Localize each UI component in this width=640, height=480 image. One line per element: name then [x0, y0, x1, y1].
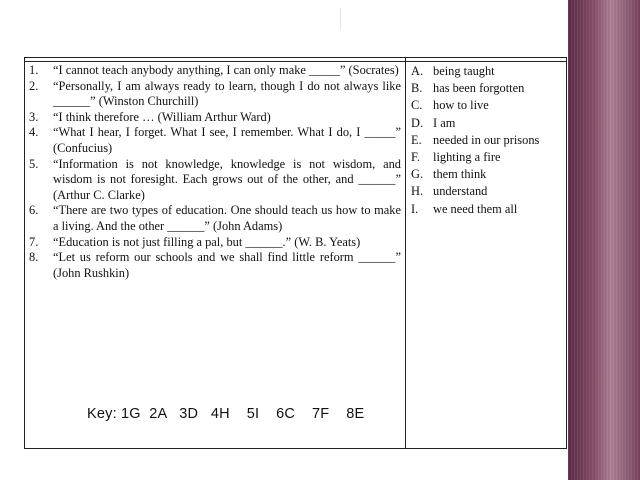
- option-text: understand: [433, 184, 488, 199]
- quote-text: “Personally, I am always ready to learn, though I do not always like ______” (Winston Churchill): [53, 78, 401, 109]
- column-divider: [405, 58, 406, 448]
- quotes-column: [29, 63, 401, 281]
- quote-item: [29, 157, 401, 204]
- quote-text: “Information is not knowledge, knowledge is not wisdom, and wisdom is not foresight. Each grows out of the other, and ______” (Arthur C. Clarke): [53, 156, 401, 202]
- quote-number: 4.: [29, 125, 39, 140]
- quote-number: 6.: [29, 203, 39, 218]
- option-item: [411, 63, 561, 80]
- option-letter: I.: [411, 201, 419, 216]
- quote-item: [29, 203, 401, 234]
- quote-text: “What I hear, I forget. What I see, I remember. What I do, I _____” (Confucius): [53, 125, 401, 155]
- option-item: [411, 115, 561, 132]
- option-item: [411, 80, 561, 97]
- option-item: [411, 149, 561, 166]
- decorative-sidebar: [568, 0, 640, 480]
- table-top-band: [25, 58, 566, 62]
- option-item: [411, 183, 561, 200]
- option-letter: A.: [411, 64, 424, 78]
- quote-text: “I cannot teach anybody anything, I can only make _____” (Socrates): [53, 63, 399, 77]
- option-text: I am: [433, 115, 456, 130]
- option-item: [411, 132, 561, 149]
- option-letter: C.: [411, 98, 423, 113]
- option-item: [411, 97, 561, 114]
- quote-number: 1.: [29, 63, 39, 77]
- quote-item: [29, 79, 401, 110]
- quote-number: 7.: [29, 234, 39, 249]
- option-item: [411, 166, 561, 183]
- answer-key: Key: 1G 2A 3D 4H 5I 6C 7F 8E: [87, 406, 365, 422]
- quote-number: 2.: [29, 78, 39, 93]
- option-letter: G.: [411, 167, 424, 182]
- option-letter: B.: [411, 81, 423, 96]
- option-text: them think: [433, 167, 487, 182]
- option-text: we need them all: [433, 201, 518, 216]
- quote-item: [29, 125, 401, 156]
- slide-title-remnant: [340, 8, 341, 30]
- quote-matching-table: [24, 57, 567, 449]
- option-text: has been forgotten: [433, 81, 525, 96]
- option-item: [411, 201, 561, 218]
- options-column: [411, 63, 561, 218]
- quote-item: [29, 110, 401, 126]
- quote-number: 8.: [29, 250, 39, 265]
- quote-text: “There are two types of education. One should teach us how to make a living. And the other ______” (John Adams): [53, 203, 401, 233]
- quote-text: “I think therefore … (William Arthur Ward): [53, 109, 271, 124]
- quote-item: [29, 63, 401, 79]
- quote-item: [29, 235, 401, 251]
- option-text: being taught: [433, 64, 495, 78]
- quote-number: 3.: [29, 109, 39, 124]
- option-letter: H.: [411, 184, 424, 199]
- option-letter: E.: [411, 132, 422, 147]
- quote-number: 5.: [29, 156, 39, 171]
- option-letter: D.: [411, 115, 424, 130]
- quote-item: [29, 250, 401, 281]
- option-text: needed in our prisons: [433, 132, 540, 147]
- option-text: lighting a fire: [433, 150, 501, 165]
- option-text: how to live: [433, 98, 489, 113]
- quote-text: “Let us reform our schools and we shall find little reform ______” (John Rushkin): [53, 250, 401, 280]
- quote-text: “Education is not just filling a pal, but ______.” (W. B. Yeats): [53, 234, 361, 249]
- option-letter: F.: [411, 150, 420, 165]
